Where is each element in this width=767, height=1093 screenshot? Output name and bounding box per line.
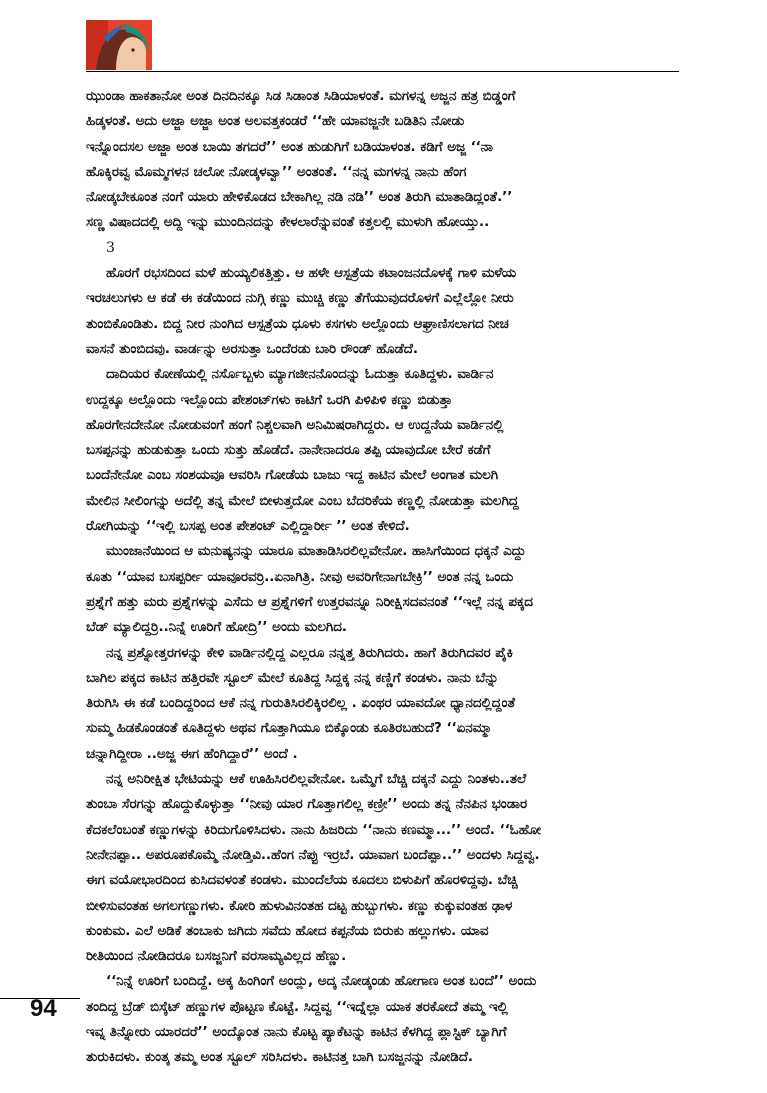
- text-line: ಇನ್ನೊಂದಸಲ ಅಜ್ಜಾ ಅಂತ ಬಾಯಿ ತಗದರೆ’’ ಅಂತ ಹುಡುಗಿಗೆ ಬಡಿಯಾಳಂತ. ಕಡಿಗೆ ಅಜ್ಜ ‘‘ನಾ: [86, 139, 493, 155]
- text-line: ಹಿಡ್ಕಳಂತೆ. ಅದು ಅಜ್ಜಾ ಅಜ್ಜಾ ಅಂತ ಅಲವತ್ತಕಂಡರೆ ‘‘ಹೇ ಯಾವಜ್ಜನೇ ಬಡಿತಿನಿ ನೋಡು: [86, 114, 465, 130]
- text-line: ಝುಂಡಾ ಹಾಕತಾನೋ ಅಂತ ದಿನದಿನಕ್ಕೂ ಸಿಡ ಸಿಡಾಂತ ಸಿಡಿಯಾಳಂತೆ. ಮಗಳನ್ನ ಅಜ್ಜನ ಹತ್ರ ಬಿಡ್ಡಂಗೆ: [86, 89, 516, 104]
- text-line: ತಿರುಗಿಸಿ ಈ ಕಡೆ ಬಂದಿದ್ದರಿಂದ ಆಕೆ ನನ್ನ ಗುರುತಿಸಿರಲಿಕ್ಕಿರಲಿಲ್ಲ . ಏಂಥರ ಯಾವದೋ ಧ್ಯಾನದಲ್ಲಿದ್ದಂತೆ: [86, 696, 516, 712]
- text-line: ವಾಸನೆ ತುಂಬಿದವು. ವಾರ್ಡನ್ನು ಅರಸುತ್ತಾ ಒಂದೆರಡು ಬಾರಿ ರೌಂಡ್ ಹೊಡೆದೆ.: [86, 341, 419, 357]
- text-line: ನೋಡ್ಕಬೇಕೂಂತ ನಂಗೆ ಯಾರು ಹೇಳಿಕೊಡದ ಬೇಕಾಗಿಲ್ಲ ನಡಿ ನಡಿ’’ ಅಂತ ತಿರುಗಿ ಮಾತಾಡಿದ್ಲಂತೆ.’’: [86, 190, 513, 206]
- page-number: 94: [30, 995, 57, 1022]
- text-line: ಮುಂಜಾನೆಯಿಂದ ಆ ಮನುಷ್ಯನನ್ನು ಯಾರೂ ಮಾತಾಡಿಸಿರಲಿಲ್ಲವೇನೋ. ಹಾಸಿಗೆಯಿಂದ ಧಕ್ಕನೆ ಎದ್ದು: [106, 544, 526, 560]
- text-line: ಬಸಪ್ಪನನ್ನು ಹುಡುಕುತ್ತಾ ಒಂದು ಸುತ್ತು ಹೊಡೆದೆ. ನಾನೇನಾದರೂ ತಪ್ಪಿ ಯಾವುದೋ ಬೇರೆ ಕಡೆಗೆ: [86, 443, 491, 459]
- text-line: ಸುಮ್ಮ ಹಿಡಕೊಂಡಂತೆ ಕೂತಿದ್ದಳು ಅಥವ ಗೊತ್ತಾಗಿಯೂ ಬಿಕ್ಕೊಂಡು ಕೂತಿರಬಹುದೆ? ‘‘ಏನಮ್ಮಾ: [86, 721, 492, 737]
- text-line: ತುಂಬಾ ಸೆರಗನ್ನು ಹೊದ್ದುಕೊಳ್ಳುತ್ತಾ ‘‘ನೀವು ಯಾರ ಗೊತ್ತಾಗಲಿಲ್ಲ ಕಣ್ರೀ’’ ಅಂದು ತನ್ನ ನೆನಪಿನ ಭಂಡಾರ: [86, 797, 528, 813]
- text-line: ಬೆಡ್ ಮ್ಯಾಲಿದ್ದರ್ರಿ..ನಿನ್ನೆ ಊರಿಗೆ ಹೋದ್ರಿ’’ ಅಂದು ಮಲಗಿದ.: [86, 620, 347, 636]
- text-line: ಸಣ್ಣ ವಿಷಾದದಲ್ಲಿ ಅದ್ದಿ ಇನ್ನು ಮುಂದಿನದನ್ನು ಕೇಳಲಾರೆನ್ನುವಂತೆ ಕತ್ತಲಲ್ಲಿ ಮುಳುಗಿ ಹೋಯ್ತು..: [86, 215, 490, 231]
- text-line: ನನ್ನ ಅನಿರೀಕ್ಷಿತ ಭೇಟಿಯನ್ನು ಆಕೆ ಊಹಿಸಿರಲಿಲ್ಲವೇನೋ. ಒಮ್ಮೆಗೆ ಬೆಚ್ಚಿ ದಕ್ಕನೆ ಎದ್ದು ನಿಂತಳು..ತಲೆ: [106, 772, 527, 788]
- magazine-logo: [86, 20, 152, 70]
- article-body: [86, 84, 680, 1071]
- text-line: ತುರುಕಿದಳು. ಕುಂತ್ಕ ತಮ್ಮ ಅಂತ ಸ್ಟೂಲ್ ಸರಿಸಿದಳು. ಕಾಟಿನತ್ತ ಬಾಗಿ ಬಸಜ್ಜನನ್ನು ನೋಡಿದೆ.: [86, 1050, 473, 1066]
- text-line: ಹೊರಗೆ ರಭಸದಿಂದ ಮಳೆ ಹುಯ್ಯಲಿಕತ್ತಿತ್ತು. ಆ ಹಳೇ ಆಸ್ಪತ್ರೆಯ ಕಟಾಂಜನದೊಳಕ್ಕೆ ಗಾಳಿ ಮಳೆಯ: [106, 266, 517, 282]
- text-line: ಬಂದೆನೇನೋ ಎಂಬ ಸಂಶಯವೂ ಆವರಿಸಿ ಗೋಡೆಯ ಬಾಜು ಇದ್ದ ಕಾಟಿನ ಮೇಲೆ ಅಂಗಾತ ಮಲಗಿ: [86, 468, 499, 484]
- text-line: ಇವ್ನ ತಿನ್ನೋರು ಯಾರದರೆ’’ ಅಂದ್ಕೊಂತ ನಾನು ಕೊಟ್ಟ ಪ್ಯಾಕೆಟನ್ನು ಕಾಟಿನ ಕೆಳಗಿದ್ದ ಪ್ಲಾಸ್ಟಿಕ್ ಬ್ಯಾಗಿಗೆ: [86, 1024, 507, 1040]
- text-line: ಬೀಳಿಸುವಂತಹ ಅಗಲಗಣ್ಣುಗಳು. ಕೋರಿ ಹುಳುವಿನಂತಹ ದಟ್ಟ ಹುಬ್ಬುಗಳು. ಕಣ್ಣು ಕುಕ್ಕುವಂತಹ ಢಾಳ: [86, 898, 513, 914]
- text-line: ಹೊರಗೇನದೇನೋ ನೋಡುವಂಗೆ ಹಂಗೆ ನಿಶ್ಚಲವಾಗಿ ಅನಿಮಿಷರಾಗಿದ್ದರು. ಆ ಉದ್ದನೆಯ ವಾರ್ಡಿನಲ್ಲಿ: [86, 417, 504, 433]
- text-line: ಹೊಕ್ಕಿರವ್ವ ಮೊಮ್ಮಗಳನ ಚಲೋ ನೋಡ್ಕಳವ್ವಾ’’ ಅಂತಂತೆ. ‘‘ನನ್ನ ಮಗಳನ್ನ ನಾನು ಹೆಂಗ: [86, 164, 467, 180]
- text-line: ಮೇಲಿನ ಸೀಲಿಂಗನ್ನು ಅದೆಲ್ಲಿ ತನ್ನ ಮೇಲೆ ಬೀಳುತ್ತದೋ ಎಂಬ ಬೆದರಿಕೆಯ ಕಣ್ಣಲ್ಲಿ ನೋಡುತ್ತಾ ಮಲಗಿದ್ದ: [86, 493, 519, 509]
- text-line: ತಂದಿದ್ದ ಬ್ರೆಡ್ ಬಿಸ್ಕೆಟ್ ಹಣ್ಣುಗಳ ಪೊಟ್ಟಣ ಕೊಟ್ಟೆ. ಸಿದ್ದವ್ವ ‘‘ಇದ್ನೆಲ್ಲಾ ಯಾಕ ತರಕೋದೆ ತಮ್ಮ ಇಲ್ಲಿ: [86, 999, 508, 1015]
- text-line: ರೋಗಿಯನ್ನು ‘‘ಇಲ್ಲಿ ಬಸಪ್ಪ ಅಂತ ಪೇಶಂಟ್ ಎಲ್ಲಿದ್ದಾರ್ರೀ ’’ ಅಂತ ಕೇಳಿದೆ.: [86, 519, 410, 535]
- text-line: ತುಂಬಿಕೊಂಡಿತು. ಬಿದ್ದ ನೀರ ನುಂಗಿದ ಆಸ್ಪತ್ರೆಯ ಧೂಳು ಕಸಗಳು ಅಲ್ಲೊಂದು ಆಘ್ರಾಣಿಸಲಾಗದ ನೀಚ: [86, 316, 509, 332]
- text-line: ಈಗ ವಯೋಭಾರದಿಂದ ಕುಸಿದವಳಂತೆ ಕಂಡಳು. ಮುಂದೆಲೆಯ ಕೂದಲು ಬಿಳುಪಿಗೆ ಹೊರಳಿದ್ದವು. ಬೆಚ್ಚಿ: [86, 873, 518, 889]
- text-line: ಕೂತು ‘‘ಯಾವ ಬಸಪ್ಪರ್ರೀ ಯಾವೂರವರ್ರಿ..ಏನಾಗಿತ್ರಿ. ನೀವು ಅವರಿಗೇನಾಗಬೇಕ್ರಿ’’ ಅಂತ ನನ್ನ ಒಂದು: [86, 569, 514, 585]
- text-line: ದಾದಿಯರ ಕೋಣೆಯಲ್ಲಿ ನರ್ಸೊಬ್ಬಳು ಮ್ಯಾಗಜೀನನೊಂದನ್ನು ಓದುತ್ತಾ ಕೂತಿದ್ದಳು. ವಾರ್ಡಿನ: [106, 367, 494, 383]
- text-line: ಉದ್ದಕ್ಕೂ ಅಲ್ಲೊಂದು ಇಲ್ಲೊಂದು ಪೇಶಂಟ್‌ಗಳು ಕಾಟಿಗೆ ಒರಗಿ ಪಿಳಿಪಿಳಿ ಕಣ್ಣು ಬಿಡುತ್ತಾ: [86, 392, 453, 408]
- text-line: ನೀನೇನಪ್ಪಾ.. ಅಪರೂಪಕೊಮ್ಮೆ ನೋಡ್ತಿವಿ..ಹೆಂಗ ನೆಪ್ಪು ಇರ್ರಬೆ. ಯಾವಾಗ ಬಂದೆಪ್ಪಾ..’’ ಅಂದಳು ಸಿದ್ದವ್ವ.: [86, 847, 540, 863]
- text-line: ಕೆದಕಲೆಂಬಂತೆ ಕಣ್ಣುಗಳನ್ನು ಕಿರಿದುಗೊಳಿಸಿದಳು. ನಾನು ಹಿಜರಿದು ‘‘ನಾನು ಕಣಮ್ಮಾ...’’ ಅಂದೆ. ‘‘ಓಹೋ: [86, 822, 541, 838]
- text-line: ಪ್ರಶ್ನೆಗೆ ಹತ್ತು ಮರು ಪ್ರಶ್ನೆಗಳನ್ನು ಎಸೆದು ಆ ಪ್ರಶ್ನೆಗಳಿಗೆ ಉತ್ತರವನ್ನೂ ನಿರೀಕ್ಷಿಸದವನಂತೆ ‘‘ಇಲ್ಲೆ ನನ್ನ ಪಕ್ಕದ: [86, 594, 533, 610]
- text-line: ಕುಂಕುಮ. ಎಲೆ ಅಡಿಕೆ ತಂಬಾಕು ಜಗಿದು ಸವೆದು ಹೋದ ಕಪ್ಪನೆಯ ಬಿರುಕು ಹಲ್ಲುಗಳು. ಯಾವ: [86, 923, 489, 939]
- header-rule: [86, 71, 679, 72]
- text-line: ಚನ್ನಾಗಿದ್ದೀರಾ ..ಅಜ್ಜ ಈಗ ಹೆಂಗಿದ್ದಾರೆ’’ ಅಂದೆ .: [86, 746, 298, 762]
- text-line: ‘‘ನಿನ್ನೆ ಊರಿಗೆ ಬಂದಿದ್ದೆ. ಅಕ್ಕ ಹಿಂಗಿಂಗೆ ಅಂದ್ಲು, ಅದ್ಕ ನೋಡ್ಕಂಡು ಹೋಗಾಣ ಅಂತ ಬಂದೆ’’ ಅಂದು: [106, 974, 537, 990]
- text-line: ನನ್ನ ಪ್ರಶ್ನೋತ್ತರಗಳನ್ನು ಕೇಳಿ ವಾರ್ಡಿನಲ್ಲಿದ್ದ ಎಲ್ಲರೂ ನನ್ನತ್ತ ತಿರುಗಿದರು. ಹಾಗೆ ತಿರುಗಿದವರ ಪೈಕಿ: [106, 645, 513, 661]
- section-number: 3: [106, 239, 115, 256]
- text-line: ಇರಚಲುಗಳು ಆ ಕಡೆ ಈ ಕಡೆಯಿಂದ ನುಗ್ಗಿ ಕಣ್ಣು ಮುಚ್ಚಿ ಕಣ್ಣು ತೆಗೆಯುವುದರೊಳಗೆ ಎಲ್ಲೆಲ್ಲೋ ನೀರು: [86, 291, 514, 307]
- text-line: ರೀತಿಯಿಂದ ನೋಡಿದರೂ ಬಸಜ್ಜನಿಗೆ ವರಸಾಮ್ಯವಿಲ್ಲದ ಹೆಣ್ಣು.: [86, 949, 347, 965]
- text-line: ಬಾಗಿಲ ಪಕ್ಕದ ಕಾಟಿನ ಹತ್ತಿರವೇ ಸ್ಟೂಲ್ ಮೇಲೆ ಕೂತಿದ್ದ ಸಿದ್ದಕ್ಕ ನನ್ನ ಕಣ್ಣಿಗೆ ಕಂಡಳು. ನಾನು ಬೆನ್ನು: [86, 670, 499, 686]
- woman-portrait-logo-icon: [86, 20, 152, 70]
